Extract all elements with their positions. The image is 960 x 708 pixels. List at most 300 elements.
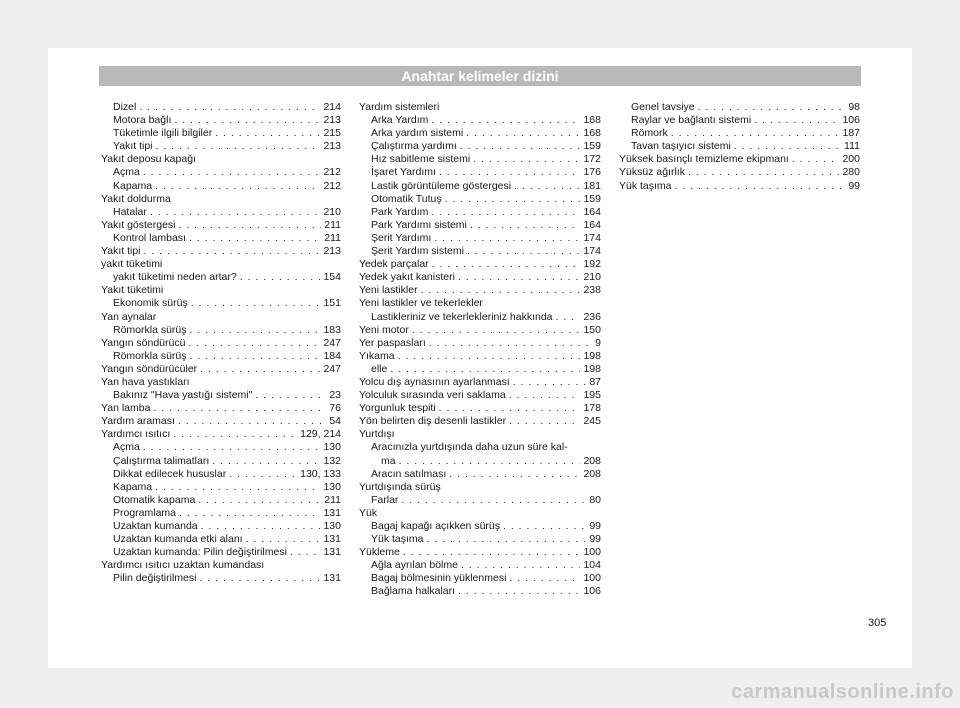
index-term: Yardımcı ısıtıcı uzaktan kumandası [101, 559, 265, 572]
index-entry [359, 284, 601, 297]
index-term: Yük taşıma [371, 533, 424, 546]
index-page-ref: 131 [323, 506, 341, 519]
index-term: Dizel [113, 101, 137, 113]
dot-leader [201, 520, 321, 533]
index-term: Yardımcı ısıtıcı [101, 428, 171, 441]
dot-leader [215, 127, 320, 140]
dot-leader [240, 271, 321, 284]
dot-leader [190, 350, 321, 363]
dot-leader [173, 428, 297, 441]
dot-leader [509, 389, 581, 402]
index-term: Park Yardım [371, 205, 429, 218]
dot-leader [445, 193, 581, 206]
dot-leader [439, 402, 581, 415]
index-entry [359, 140, 601, 153]
index-entry [101, 140, 341, 153]
index-page-ref: 159 [583, 140, 601, 153]
index-entry [359, 559, 601, 572]
index-page-ref: 131 [323, 533, 341, 546]
index-entry [101, 324, 341, 337]
dot-leader [466, 127, 580, 140]
index-page-ref: 54 [329, 415, 341, 428]
index-entry [359, 101, 601, 114]
index-term: Yeni lastikler [359, 284, 418, 297]
index-entry [101, 193, 341, 206]
index-page-ref: 104 [583, 559, 601, 572]
index-entry [359, 546, 601, 559]
index-term: Park Yardımı sistemi [371, 218, 467, 231]
index-entry [359, 363, 601, 376]
dot-leader [143, 166, 321, 179]
index-entry [359, 533, 601, 546]
dot-leader [190, 324, 321, 337]
index-entry [619, 166, 860, 179]
index-page-ref: 195 [583, 389, 601, 402]
index-page-ref: 150 [583, 323, 601, 336]
dot-leader [198, 494, 321, 507]
dot-leader [139, 101, 320, 114]
index-term: Hız sabitleme sistemi [371, 153, 471, 166]
dot-leader [229, 468, 297, 481]
dot-leader [434, 232, 580, 245]
dot-leader [401, 494, 586, 507]
index-term: Arka Yardım [371, 114, 429, 127]
dot-leader [754, 114, 839, 127]
index-term: Yangın söndürücüler [101, 362, 198, 375]
index-term: Yakıt deposu kapağı [101, 153, 196, 166]
index-page-ref: 99 [589, 533, 601, 546]
index-page-ref: 130 [323, 441, 341, 454]
dot-leader [509, 572, 580, 585]
index-entry [101, 468, 341, 481]
index-term: Uzaktan kumanda etki alanı [113, 533, 243, 546]
index-term: Yardım araması [101, 415, 175, 428]
index-term: Farlar [371, 493, 399, 506]
index-page-ref: 208 [583, 467, 601, 480]
dot-leader [399, 455, 581, 468]
index-entry [619, 140, 860, 153]
index-page-ref: 159 [583, 192, 601, 205]
index-entry [101, 455, 341, 468]
index-term: Kapama [113, 480, 153, 493]
index-term: Çalıştırma talimatları [113, 454, 210, 467]
index-page-ref: 164 [583, 218, 601, 231]
dot-leader [449, 468, 580, 481]
index-page-ref: 99 [589, 520, 601, 532]
index-term: Şerit Yardımı [371, 231, 432, 244]
index-entry [101, 153, 341, 166]
index-entry [359, 494, 601, 507]
index-page-ref: 106 [842, 114, 860, 127]
index-entry [101, 258, 341, 271]
index-entry [359, 337, 601, 350]
index-page-ref: 131 [323, 572, 341, 585]
index-page-ref: 247 [323, 336, 341, 349]
index-term: Bağlama halkaları [371, 585, 456, 598]
index-term: Yeni motor [359, 323, 409, 336]
dot-leader [290, 546, 321, 559]
index-term: Şerit Yardım sistemi [371, 245, 464, 258]
index-entry [359, 507, 601, 520]
index-page-ref: 213 [323, 245, 341, 258]
index-entry [359, 245, 601, 258]
index-page-ref: 174 [583, 231, 601, 244]
index-term: Ekonomik sürüş [113, 297, 188, 310]
index-entry [101, 559, 341, 572]
index-entry [359, 468, 601, 481]
index-entry [359, 297, 601, 310]
index-page-ref: 178 [583, 402, 601, 415]
index-page-ref: 210 [323, 205, 341, 218]
index-page-ref: 208 [583, 454, 601, 467]
dot-leader [734, 140, 841, 153]
dot-leader [156, 140, 321, 153]
index-entry [619, 127, 860, 140]
dot-leader [155, 481, 320, 494]
index-term: Römork [631, 127, 668, 140]
index-page-ref: 212 [323, 166, 341, 179]
index-page-ref: 176 [583, 166, 601, 179]
dot-leader [212, 455, 320, 468]
index-entry [359, 206, 601, 219]
dot-leader [675, 180, 846, 193]
index-page-ref: 154 [323, 271, 341, 284]
index-page-ref: 168 [583, 114, 601, 127]
index-term: Yan lamba [101, 402, 151, 415]
dot-leader [429, 337, 592, 350]
index-entry [101, 101, 341, 114]
index-entry [101, 180, 341, 193]
index-term: Tavan taşıyıcı sistemi [631, 140, 731, 153]
index-term: Yardım sistemleri [359, 101, 440, 113]
index-entry [101, 363, 341, 376]
index-entry [101, 219, 341, 232]
index-page-ref: 200 [842, 153, 860, 166]
index-page-ref: 198 [583, 349, 601, 362]
index-page-ref: 100 [583, 572, 601, 585]
index-page-ref: 184 [323, 349, 341, 362]
index-entry [101, 507, 341, 520]
index-page-ref: 130 [323, 480, 341, 493]
index-entry [359, 232, 601, 245]
index-term: Uzaktan kumanda [113, 520, 198, 532]
index-entry [101, 114, 341, 127]
dot-leader [431, 206, 580, 219]
section-header: Anahtar kelimeler dizini [99, 66, 861, 86]
index-term: Yedek parçalar [359, 258, 429, 271]
index-term: Yolcu dış aynasının ayarlanması [359, 375, 510, 388]
index-term: Yurtdışında sürüş [359, 480, 441, 493]
dot-leader [432, 258, 581, 271]
index-page-ref: 245 [583, 415, 601, 428]
index-page-ref: 164 [583, 205, 601, 218]
index-page-ref: 151 [323, 297, 341, 310]
index-entry [619, 114, 860, 127]
index-term: Lastikleriniz ve tekerlekleriniz hakkında [371, 310, 553, 323]
dot-leader [431, 114, 580, 127]
dot-leader [403, 546, 581, 559]
index-entry [359, 428, 601, 441]
index-term: Yangın söndürücü [101, 336, 186, 349]
index-page-ref: 211 [324, 231, 341, 244]
dot-leader [246, 533, 321, 546]
index-entry [359, 376, 601, 389]
index-term: yakıt tüketimi [101, 258, 163, 271]
index-entry [101, 297, 341, 310]
index-page-ref: 129, 214 [300, 428, 341, 441]
index-entry [101, 206, 341, 219]
index-term: Aracınızla yurtdışında daha uzun süre kal- [371, 441, 568, 454]
index-entry [101, 520, 341, 533]
dot-leader [473, 153, 580, 166]
index-entry [359, 153, 601, 166]
index-page-ref: 76 [329, 402, 341, 415]
index-page-ref: 213 [323, 114, 341, 127]
index-entry [101, 481, 341, 494]
dot-leader [427, 533, 587, 546]
index-term: Hatalar [113, 205, 147, 218]
index-entry [101, 415, 341, 428]
index-entry [101, 428, 341, 441]
index-page-ref: 23 [329, 389, 341, 402]
index-entry [359, 219, 601, 232]
index-column-3 [619, 101, 860, 193]
index-page-ref: 130 [323, 520, 341, 532]
index-entry [101, 376, 341, 389]
index-entry [359, 402, 601, 415]
dot-leader [150, 206, 321, 219]
dot-leader [143, 441, 321, 454]
page-number: 305 [868, 617, 887, 629]
index-term: Yük taşıma [619, 179, 672, 192]
index-entry [359, 271, 601, 284]
dot-leader [179, 219, 322, 232]
index-term: yakıt tüketimi neden artar? [113, 271, 237, 284]
dot-leader [153, 402, 326, 415]
index-term: Bakınız "Hava yastığı sistemi" [113, 389, 253, 402]
index-term: Yakıt tüketimi [101, 284, 164, 297]
index-page-ref: 132 [323, 454, 341, 467]
dot-leader [458, 271, 581, 284]
dot-leader [155, 180, 320, 193]
index-entry [101, 245, 341, 258]
index-term: Lastik görüntüleme göstergesi [371, 179, 512, 192]
index-entry [359, 166, 601, 179]
dot-leader [513, 376, 587, 389]
index-page-ref: 131 [323, 546, 341, 559]
index-entry [101, 127, 341, 140]
index-term: Yurtdışı [359, 428, 395, 441]
dot-leader [460, 140, 581, 153]
dot-leader [467, 245, 581, 258]
index-entry [101, 546, 341, 559]
dot-leader [509, 415, 580, 428]
index-entry [359, 258, 601, 271]
index-term: Kapama [113, 179, 153, 192]
index-term: Yakıt doldurma [101, 192, 171, 205]
index-page-ref: 130, 133 [300, 467, 341, 480]
index-page-ref: 236 [583, 310, 601, 323]
index-page-ref: 213 [323, 140, 341, 153]
index-entry [101, 494, 341, 507]
dot-leader [179, 507, 320, 520]
index-term: Pilin değiştirilmesi [113, 572, 197, 585]
index-page-ref: 100 [583, 546, 601, 559]
dot-leader [178, 415, 326, 428]
index-entry [359, 415, 601, 428]
index-entry [101, 350, 341, 363]
index-term: Yakıt tipi [113, 140, 153, 153]
index-term: Otomatik kapama [113, 493, 196, 506]
index-term: Açma [113, 441, 140, 454]
index-page-ref: 98 [848, 101, 860, 113]
index-entry [359, 180, 601, 193]
index-term: Yükleme [359, 546, 400, 559]
dot-leader [200, 363, 320, 376]
index-entry [101, 402, 341, 415]
index-term: Ağla ayrılan bölme [371, 559, 458, 572]
index-entry [359, 520, 601, 533]
index-column-1 [101, 101, 341, 585]
dot-leader [144, 245, 321, 258]
index-page-ref: 238 [583, 284, 601, 297]
index-entry [359, 324, 601, 337]
dot-leader [199, 572, 320, 585]
index-entry [101, 441, 341, 454]
index-entry [619, 180, 860, 193]
index-entry [359, 389, 601, 402]
index-page-ref: 211 [324, 493, 341, 506]
index-term: Yıkama [359, 349, 395, 362]
index-entry [359, 350, 601, 363]
index-page-ref: 181 [583, 179, 601, 192]
index-term: elle [371, 362, 388, 375]
index-term: Açma [113, 166, 140, 179]
index-page-ref: 211 [324, 218, 341, 231]
index-page-ref: 111 [844, 140, 860, 153]
index-entry [101, 337, 341, 350]
index-page-ref: 215 [323, 127, 341, 140]
index-term: ma [381, 454, 396, 467]
index-entry [101, 232, 341, 245]
dot-leader [191, 297, 321, 310]
index-term: Yolculuk sırasında veri saklama [359, 389, 506, 402]
index-page-ref: 9 [595, 336, 601, 349]
index-term: Römorkla sürüş [113, 323, 187, 336]
index-term: Raylar ve bağlantı sistemi [631, 114, 752, 127]
index-term: Motora bağlı [113, 114, 172, 127]
index-page-ref: 187 [842, 127, 860, 140]
index-page-ref: 280 [842, 166, 860, 179]
index-term: Arka yardım sistemi [371, 127, 464, 140]
dot-leader [514, 180, 580, 193]
index-page-ref: 192 [583, 258, 601, 271]
index-term: Yeni lastikler ve tekerlekler [359, 297, 483, 310]
index-page-ref: 247 [323, 362, 341, 375]
dot-leader [503, 520, 586, 533]
watermark-text: carmanualsonline.info [731, 681, 954, 703]
index-term: Yakıt tipi [101, 245, 141, 258]
index-page-ref: 198 [583, 362, 601, 375]
index-page-ref: 87 [589, 375, 601, 388]
dot-leader [470, 219, 581, 232]
index-page-ref: 174 [583, 245, 601, 258]
index-entry [359, 481, 601, 494]
dot-leader [189, 232, 321, 245]
index-page-ref: 106 [583, 585, 601, 598]
dot-leader [688, 166, 840, 179]
index-entry [101, 311, 341, 324]
dot-leader [421, 284, 581, 297]
index-term: Yön belirten diş desenli lastikler [359, 415, 507, 428]
dot-leader [461, 559, 581, 572]
dot-leader [188, 337, 320, 350]
index-term: Yan aynalar [101, 310, 157, 323]
index-term: Programlama [113, 506, 177, 519]
index-term: Genel tavsiye [631, 101, 695, 113]
index-entry [359, 572, 601, 585]
index-entry [359, 441, 601, 454]
index-entry [359, 127, 601, 140]
index-term: Yer paspasları [359, 336, 426, 349]
index-column-2 [359, 101, 601, 599]
index-entry [359, 193, 601, 206]
index-page-ref: 214 [323, 101, 341, 113]
index-page-ref: 183 [323, 323, 341, 336]
index-entry [359, 311, 601, 324]
dot-leader [174, 114, 320, 127]
index-entry [101, 533, 341, 546]
dot-leader [458, 585, 580, 598]
index-term: Römorkla sürüş [113, 349, 187, 362]
index-page-ref: 168 [583, 127, 601, 140]
index-term: Yakıt göstergesi [101, 218, 176, 231]
index-term: Otomatik Tutuş [371, 192, 442, 205]
dot-leader [671, 127, 840, 140]
index-term: İşaret Yardımı [371, 166, 436, 179]
dot-leader [412, 324, 581, 337]
index-page-ref: 80 [589, 493, 601, 506]
index-entry [359, 585, 601, 598]
index-term: Bagaj bölmesinin yüklenmesi [371, 572, 507, 585]
index-entry [101, 271, 341, 284]
index-entry [359, 114, 601, 127]
index-entry [101, 166, 341, 179]
index-page-ref: 212 [323, 179, 341, 192]
dot-leader [556, 311, 581, 324]
index-page-ref: 172 [583, 153, 601, 166]
index-entry [619, 153, 860, 166]
index-term: Uzaktan kumanda: Pilin değiştirilmesi [113, 546, 287, 559]
index-term: Yüksek basınçlı temizleme ekipmanı [619, 153, 789, 166]
index-term: Tüketimle ilgili bilgiler [113, 127, 213, 140]
dot-leader [792, 153, 840, 166]
index-entry [101, 572, 341, 585]
index-entry [359, 455, 601, 468]
index-term: Yan hava yastıkları [101, 375, 190, 388]
index-term: Yorgunluk tespiti [359, 402, 436, 415]
index-term: Aracın satılması [371, 467, 447, 480]
dot-leader [698, 101, 846, 114]
index-entry [101, 284, 341, 297]
dot-leader [255, 389, 326, 402]
dot-leader [390, 363, 580, 376]
index-term: Dikkat edilecek hususlar [113, 467, 227, 480]
index-page-ref: 210 [583, 271, 601, 284]
index-term: Yüksüz ağırlık [619, 166, 685, 179]
index-entry [619, 101, 860, 114]
index-term: Yük [359, 506, 378, 519]
